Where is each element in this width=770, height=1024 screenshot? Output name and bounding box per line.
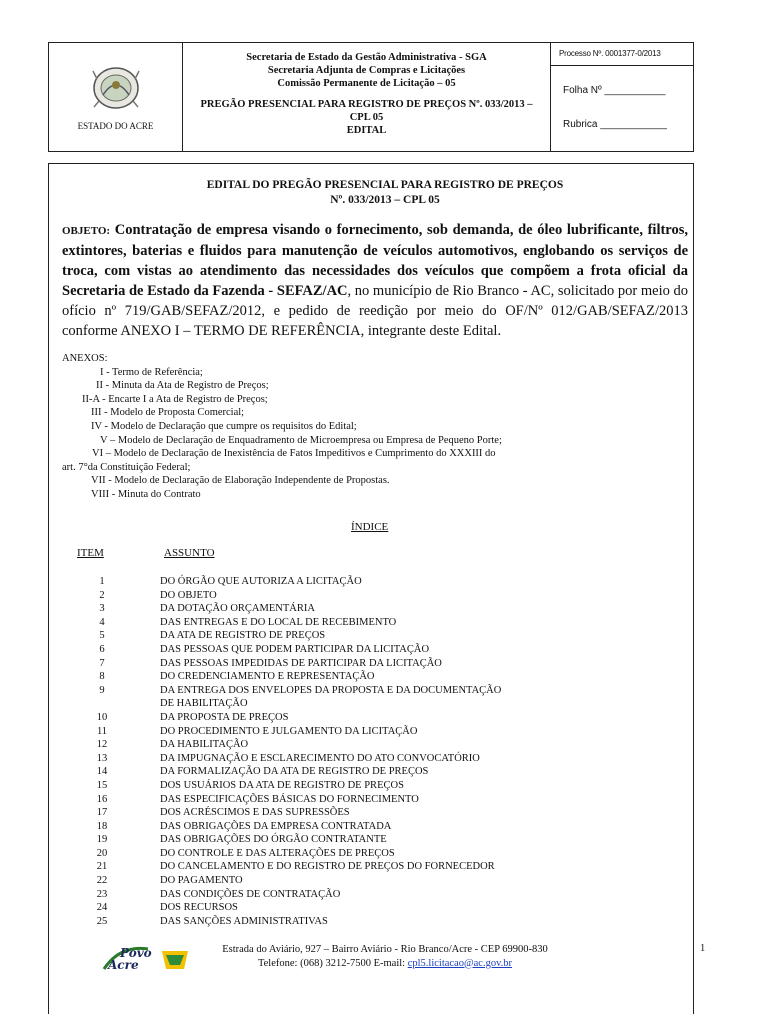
indice-row-subject: DOS ACRÉSCIMOS E DAS SUPRESSÕES xyxy=(160,807,350,819)
header-title-cell xyxy=(183,43,551,151)
footer-phone: Telefone: (068) 3212-7500 E-mail: xyxy=(257,957,408,969)
indice-col-assunto: ASSUNTO xyxy=(164,547,215,559)
indice-row-subject: DA ENTREGA DOS ENVELOPES DA PROPOSTA E DA DOCUMENTAÇÃO xyxy=(160,684,502,696)
indice-row-subject: DOS RECURSOS xyxy=(160,902,238,914)
indice-row-subject: DA ATA DE REGISTRO DE PREÇOS xyxy=(160,630,326,642)
header-line-1: Secretaria de Estado da Gestão Administrativa - SGA xyxy=(246,52,487,63)
indice-row-number: 19 xyxy=(96,834,108,846)
folha-field: Folha Nº ___________ xyxy=(563,85,666,96)
indice-row-number: 5 xyxy=(99,630,105,642)
indice-row-subject: DAS ENTREGAS E DO LOCAL DE RECEBIMENTO xyxy=(160,616,397,628)
indice-row xyxy=(62,860,662,874)
indice-row-subject: DA DOTAÇÃO ORÇAMENTÁRIA xyxy=(160,603,315,615)
indice-row-number: 18 xyxy=(96,820,108,832)
anexo-item: III - Modelo de Proposta Comercial; xyxy=(91,407,245,419)
indice-row xyxy=(62,806,662,820)
indice-row-number: 1 xyxy=(99,576,105,587)
processo-number: Processo Nº. 0001377-0/2013 xyxy=(559,49,661,58)
indice-row xyxy=(62,575,662,589)
indice-row-number: 14 xyxy=(96,766,108,778)
edital-title xyxy=(0,178,770,208)
indice-row-subject: DA FORMALIZAÇÃO DA ATA DE REGISTRO DE PREÇOS xyxy=(160,766,429,778)
indice-row-subject: DAS OBRIGAÇÕES DO ÓRGÃO CONTRATANTE xyxy=(160,834,387,846)
indice-row-number: 12 xyxy=(96,739,108,751)
indice-row xyxy=(62,657,662,671)
indice-row xyxy=(62,602,662,616)
objeto-bold-text: Contratação de empresa visando o fornecimento, sob demanda, de óleo lubrificante, filtros, extintores, baterias e fluidos para manutenção de veículos automotivos, englobando os serviços de troca, com vistas ao atendimento das necessidades dos veículos que compõem a frota oficial da Secretaria de Estado da Fazenda - SEFAZ/AC xyxy=(62,222,689,299)
indice-row xyxy=(62,874,662,888)
indice-row xyxy=(62,752,662,766)
indice-row-number: 20 xyxy=(96,847,108,859)
indice-row xyxy=(62,589,662,603)
header-left-cell xyxy=(49,43,183,151)
svg-text:Povo: Povo xyxy=(120,946,152,960)
indice-row-subject: DAS ESPECIFICAÇÕES BÁSICAS DO FORNECIMENTO xyxy=(160,793,419,805)
anexos-heading: ANEXOS: xyxy=(62,353,108,364)
indice-row-subject: DAS SANÇÕES ADMINISTRATIVAS xyxy=(160,915,328,927)
pregao-line-3: EDITAL xyxy=(346,125,387,136)
header-line-3: Comissão Permanente de Licitação – 05 xyxy=(277,78,456,89)
page-footer xyxy=(0,943,770,970)
indice-row-subject: DO CONTROLE E DAS ALTERAÇÕES DE PREÇOS xyxy=(160,847,395,859)
indice-row-number: 2 xyxy=(99,589,105,601)
objeto-paragraph xyxy=(62,220,688,341)
indice-row xyxy=(62,616,662,630)
indice-row xyxy=(62,738,662,752)
indice-row xyxy=(62,711,662,725)
indice-row xyxy=(62,670,662,684)
indice-row-number: 21 xyxy=(96,861,108,873)
anexo-item: VII - Modelo de Declaração de Elaboração Independente de Propostas. xyxy=(91,475,390,487)
indice-row-subject: DA HABILITAÇÃO xyxy=(160,739,249,751)
indice-row-number: 24 xyxy=(96,902,108,914)
rubrica-field: Rubrica ____________ xyxy=(563,119,667,130)
objeto-rest-text: , no município de Rio Branco - AC, solicitado por meio do ofício nº 719/GAB/SEFAZ/2012, e pedido de reedição por meio do OF/Nº 012/GAB/SEFAZ/2013 conforme ANEXO I – TERMO DE REFERÊNCIA, integrante deste Edital. xyxy=(62,283,688,339)
indice-row-subject: DAS CONDIÇÕES DE CONTRATAÇÃO xyxy=(160,888,341,900)
svg-text:Acre: Acre xyxy=(108,958,139,972)
anexo-item: IV - Modelo de Declaração que cumpre os requisitos do Edital; xyxy=(91,420,357,432)
footer-address: Estrada do Aviário, 927 – Bairro Aviário - Rio Branco/Acre - CEP 69900-830 xyxy=(222,944,548,955)
indice-row xyxy=(62,820,662,834)
anexo-item: II - Minuta da Ata de Registro de Preços; xyxy=(96,380,269,392)
indice-row-number: 22 xyxy=(96,875,108,887)
indice-row xyxy=(62,765,662,779)
indice-row xyxy=(62,684,662,698)
indice-row-number: 17 xyxy=(96,807,108,819)
indice-row-number: 7 xyxy=(99,657,105,669)
anexo-item: II-A - Encarte I a Ata de Registro de Preços; xyxy=(82,393,268,405)
indice-row-subject: DE HABILITAÇÃO xyxy=(160,698,248,710)
anexos-list xyxy=(62,352,688,502)
state-name: ESTADO DO ACRE xyxy=(77,121,154,131)
indice-row xyxy=(62,629,662,643)
anexo-item: art. 7°da Constituição Federal; xyxy=(62,461,191,473)
indice-row-number: 6 xyxy=(99,643,105,655)
anexo-item: VI – Modelo de Declaração de Inexistência de Fatos Impeditivos e Cumprimento do XXXIII do xyxy=(92,448,496,460)
header-line-2: Secretaria Adjunta de Compras e Licitações xyxy=(267,65,466,76)
indice-row xyxy=(62,847,662,861)
indice-row-number: 10 xyxy=(96,711,108,723)
indice-row-subject: DO ÓRGÃO QUE AUTORIZA A LICITAÇÃO xyxy=(160,576,362,587)
indice-row-number: 3 xyxy=(99,603,105,615)
anexo-item: V – Modelo de Declaração de Enquadramento de Microempresa ou Empresa de Pequeno Porte; xyxy=(100,434,502,446)
indice-row-number xyxy=(78,697,126,711)
indice-row xyxy=(62,915,662,929)
indice-row xyxy=(62,888,662,902)
state-seal-icon xyxy=(91,65,141,111)
pregao-line-1: PREGÃO PRESENCIAL PARA REGISTRO DE PREÇOS Nº. 033/2013 – xyxy=(200,99,533,110)
footer-contact xyxy=(0,957,770,971)
anexo-item: I - Termo de Referência; xyxy=(100,366,203,378)
indice-title: ÍNDICE xyxy=(351,521,389,533)
indice-row-number: 23 xyxy=(96,888,108,900)
header-right-cell xyxy=(551,43,693,151)
indice-row-subject: DO CANCELAMENTO E DO REGISTRO DE PREÇOS DO FORNECEDOR xyxy=(160,861,495,873)
indice-row-subject: DO PROCEDIMENTO E JULGAMENTO DA LICITAÇÃO xyxy=(160,725,418,737)
indice-row-subject: DO CREDENCIAMENTO E REPRESENTAÇÃO xyxy=(160,671,375,683)
indice-row xyxy=(62,779,662,793)
indice-row-subject: DAS PESSOAS QUE PODEM PARTICIPAR DA LICITAÇÃO xyxy=(160,643,430,655)
indice-row xyxy=(62,793,662,807)
edital-title-line-1: EDITAL DO PREGÃO PRESENCIAL PARA REGISTRO DE PREÇOS xyxy=(206,179,564,191)
indice-row-number: 8 xyxy=(99,671,105,683)
indice-table xyxy=(62,575,662,928)
indice-row-subject: DAS PESSOAS IMPEDIDAS DE PARTICIPAR DA LICITAÇÃO xyxy=(160,657,442,669)
indice-row-number: 9 xyxy=(99,684,105,696)
objeto-label: OBJETO: xyxy=(62,225,111,237)
indice-row xyxy=(62,643,662,657)
indice-row-subject: DA IMPUGNAÇÃO E ESCLARECIMENTO DO ATO CONVOCATÓRIO xyxy=(160,752,480,764)
indice-row-subject: DA PROPOSTA DE PREÇOS xyxy=(160,711,289,723)
indice-row-number: 4 xyxy=(99,616,105,628)
document-header xyxy=(48,42,694,152)
page-number: 1 xyxy=(700,943,706,954)
indice-row-subject: DOS USUÁRIOS DA ATA DE REGISTRO DE PREÇOS xyxy=(160,779,404,791)
indice-row xyxy=(62,833,662,847)
indice-row-number: 11 xyxy=(96,725,108,737)
indice-row-subject: DO PAGAMENTO xyxy=(160,875,243,887)
anexo-item: VIII - Minuta do Contrato xyxy=(91,488,201,500)
pregao-line-2: CPL 05 xyxy=(349,112,384,123)
indice-row-subject: DAS OBRIGAÇÕES DA EMPRESA CONTRATADA xyxy=(160,820,392,832)
indice-row xyxy=(62,901,662,915)
indice-row-number: 15 xyxy=(96,779,108,791)
indice-col-item: ITEM xyxy=(77,547,104,559)
indice-row-number: 13 xyxy=(96,752,108,764)
email-link[interactable]: cpl5.licitacao@ac.gov.br xyxy=(407,957,513,969)
indice-row xyxy=(62,697,662,711)
indice-row-number: 16 xyxy=(96,793,108,805)
indice-row-subject: DO OBJETO xyxy=(160,589,217,601)
edital-title-line-2: Nº. 033/2013 – CPL 05 xyxy=(330,194,440,206)
indice-row xyxy=(62,725,662,739)
indice-row-number: 25 xyxy=(96,915,108,927)
